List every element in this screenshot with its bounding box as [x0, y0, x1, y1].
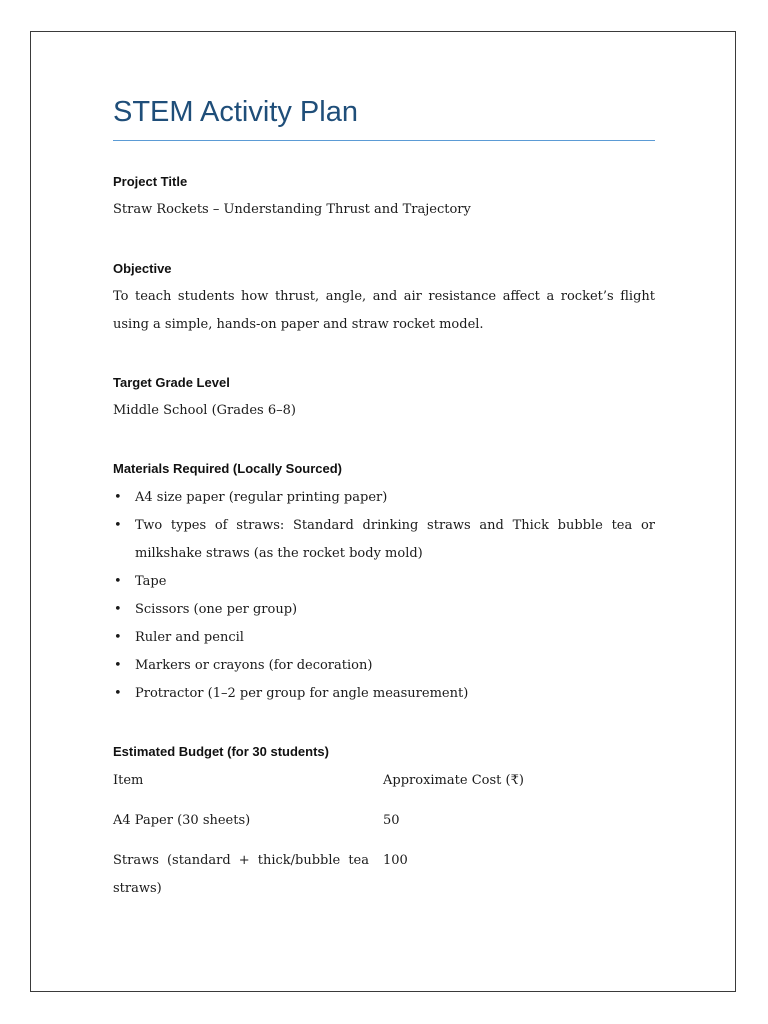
list-item-text: Markers or crayons (for decoration): [135, 658, 373, 673]
bullet-icon: •: [114, 630, 122, 645]
budget-heading: Estimated Budget (for 30 students): [113, 744, 329, 759]
list-item: [113, 484, 655, 512]
list-item-text: Scissors (one per group): [135, 602, 298, 617]
title-underline: [113, 140, 655, 141]
bullet-icon: •: [114, 518, 122, 533]
list-item: [113, 624, 655, 652]
list-item-text: Two types of straws: Standard drinking straws and Thick bubble tea or milkshake straws (as the rocket body mold): [135, 518, 655, 561]
list-item: [113, 652, 655, 680]
document-title: STEM Activity Plan: [113, 96, 358, 128]
bullet-icon: •: [114, 602, 122, 617]
list-item-text: Protractor (1–2 per group for angle measurement): [135, 686, 469, 701]
list-item: [113, 568, 655, 596]
objective-heading: Objective: [113, 261, 172, 276]
project-title-heading: Project Title: [113, 174, 188, 189]
list-item-text: A4 size paper (regular printing paper): [135, 490, 388, 505]
bullet-icon: •: [114, 574, 122, 589]
list-item-text: Ruler and pencil: [135, 630, 244, 645]
budget-cost-cell: 100: [383, 853, 408, 868]
budget-header-item: Item: [113, 773, 144, 788]
materials-list: [113, 484, 655, 708]
project-title-text: Straw Rockets – Understanding Thrust and Trajectory: [113, 202, 471, 217]
budget-header-cost: Approximate Cost (₹): [383, 773, 524, 788]
grade-level-text: Middle School (Grades 6–8): [113, 403, 296, 418]
bullet-icon: •: [114, 686, 122, 701]
materials-heading: Materials Required (Locally Sourced): [113, 461, 343, 476]
list-item: [113, 596, 655, 624]
budget-cost-cell: 50: [383, 813, 400, 828]
list-item: [113, 512, 655, 568]
bullet-icon: •: [114, 658, 122, 673]
document-page: [30, 31, 736, 992]
list-item-text: Tape: [135, 574, 167, 589]
budget-item-cell: Straws (standard + thick/bubble tea straws): [113, 853, 369, 896]
grade-level-heading: Target Grade Level: [113, 375, 230, 390]
budget-item-cell: A4 Paper (30 sheets): [113, 813, 251, 828]
objective-text: To teach students how thrust, angle, and air resistance affect a rocket’s flight using a simple, hands-on paper and straw rocket model.: [113, 289, 655, 332]
bullet-icon: •: [114, 490, 122, 505]
list-item: [113, 680, 655, 708]
